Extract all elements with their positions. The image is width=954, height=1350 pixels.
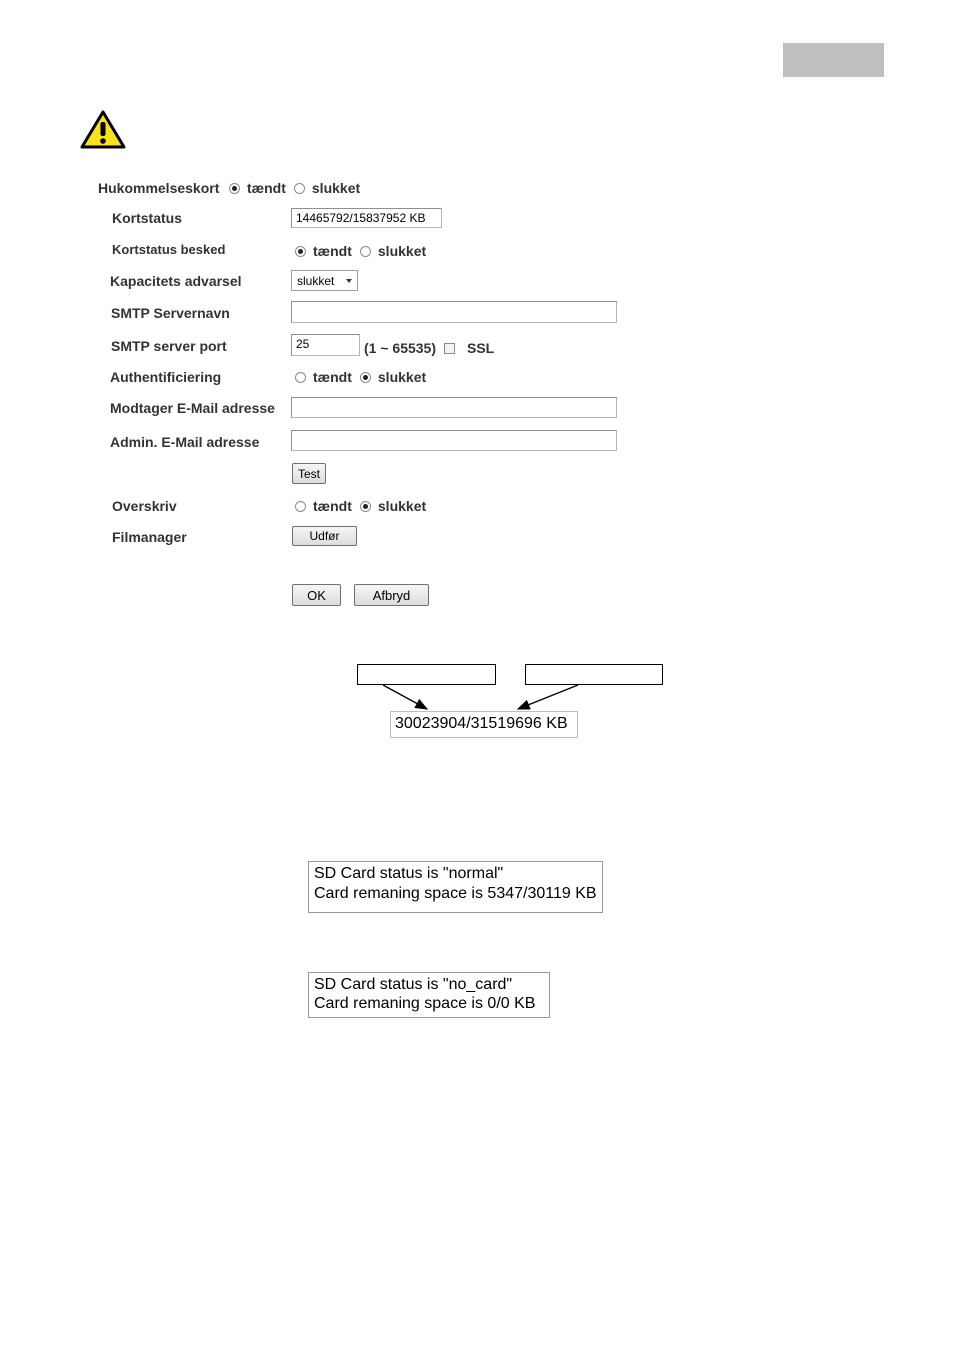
card-status-field: 14465792/15837952 KB [291, 208, 442, 228]
card-status-message-on-label: tændt [313, 243, 352, 259]
smtp-server-name-label: SMTP Servernavn [111, 305, 230, 321]
status-message-line: SD Card status is "no_card" [314, 976, 513, 993]
receiver-email-label: Modtager E-Mail adresse [110, 400, 275, 416]
test-button[interactable]: Test [292, 463, 326, 484]
capacity-warning-label: Kapacitets advarsel [110, 273, 242, 289]
authentication-on-label: tændt [313, 369, 352, 385]
capacity-example-box: 30023904/31519696 KB [390, 711, 578, 738]
memory-card-label: Hukommelseskort [98, 180, 220, 196]
authentication-label: Authentificiering [110, 369, 222, 385]
card-status-message-label: Kortstatus besked [112, 242, 226, 257]
smtp-server-port-label: SMTP server port [111, 338, 227, 354]
ok-button[interactable]: OK [292, 584, 341, 606]
capacity-warning-value: slukket [297, 273, 335, 288]
memory-card-off-label: slukket [311, 180, 361, 196]
overwrite-on-label: tændt [313, 498, 352, 514]
card-status-label: Kortstatus [112, 210, 183, 226]
authentication-off-label: slukket [377, 369, 427, 385]
status-message-normal [308, 861, 603, 913]
status-message-no-card [308, 972, 550, 1018]
file-manager-label: Filmanager [112, 529, 187, 545]
card-status-message-off-label: slukket [377, 243, 427, 259]
admin-email-label: Admin. E-Mail adresse [110, 434, 260, 450]
status-message-line: SD Card status is "normal" [314, 865, 504, 882]
status-message-line: Card remaning space is 0/0 KB [314, 995, 536, 1012]
memory-card-on-label: tændt [247, 180, 286, 196]
status-message-line: Card remaning space is 5347/30119 KB [314, 885, 597, 902]
smtp-port-range: (1 ~ 65535) [364, 340, 436, 356]
smtp-server-port-input[interactable]: 25 [291, 334, 360, 356]
cancel-button[interactable]: Afbryd [354, 584, 429, 606]
overwrite-off-label: slukket [377, 498, 427, 514]
file-manager-execute-button[interactable]: Udfør [292, 526, 357, 546]
ssl-label: SSL [467, 340, 495, 356]
overwrite-label: Overskriv [112, 498, 177, 514]
